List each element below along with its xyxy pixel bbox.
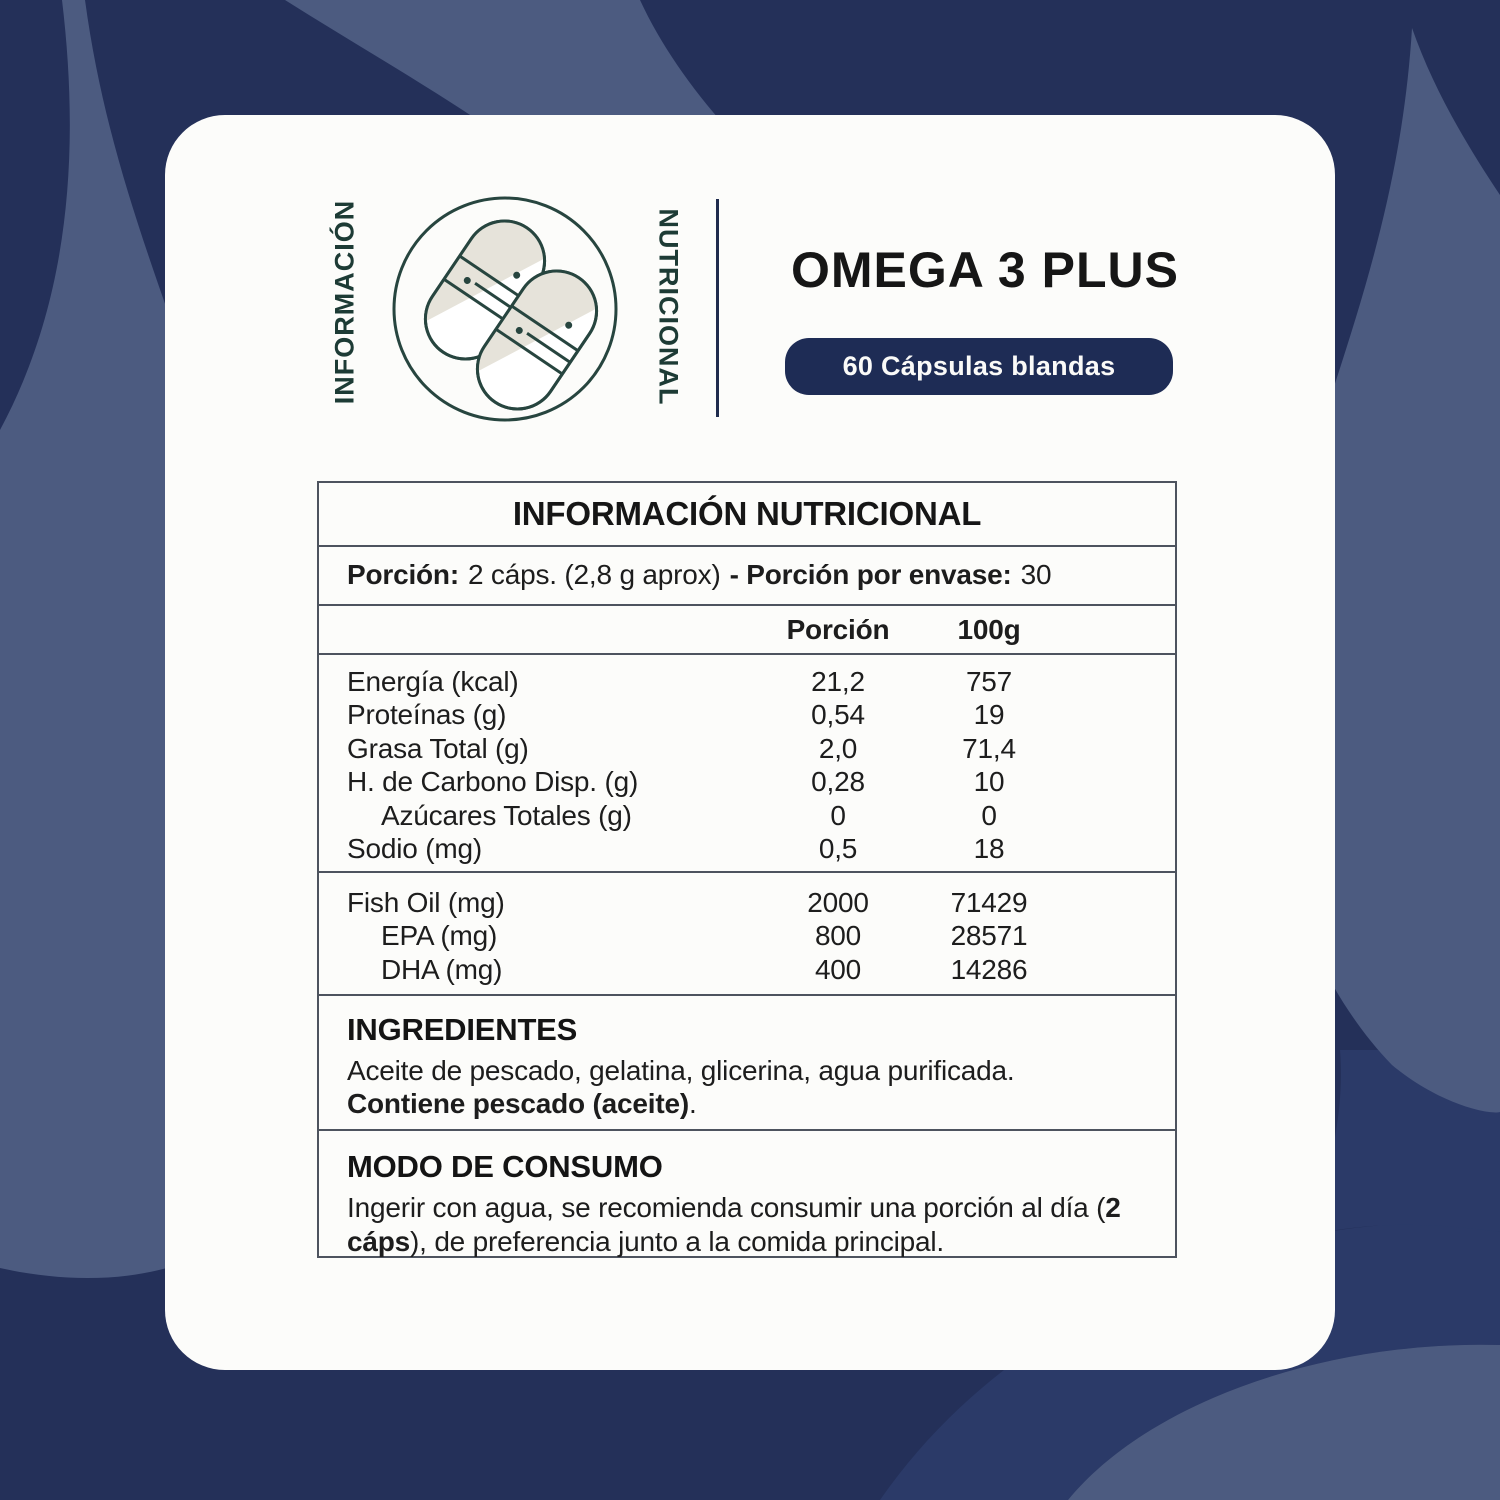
table-row	[319, 886, 1175, 920]
nutrient-label: Fish Oil (mg)	[347, 886, 505, 918]
info-card	[165, 115, 1335, 1370]
per-100g-value: 71429	[950, 886, 1028, 918]
serving-row	[319, 547, 1175, 607]
nutrient-label: Grasa Total (g)	[347, 732, 529, 764]
per-100g-value: 10	[973, 766, 1005, 798]
table-row	[319, 665, 1175, 699]
nutrient-label: EPA (mg)	[381, 920, 498, 952]
portion-value: 2 cáps. (2,8 g aprox)	[467, 559, 721, 591]
portion-value: 0,54	[811, 699, 865, 731]
nutrient-label: Energía (kcal)	[347, 665, 519, 697]
per-100g-value: 757	[965, 665, 1013, 697]
portion-value: 400	[814, 953, 862, 985]
nutrition-table	[317, 481, 1177, 1258]
table-row	[319, 832, 1175, 866]
nutrient-label: H. de Carbono Disp. (g)	[347, 766, 639, 798]
product-title: OMEGA 3 PLUS	[791, 242, 1179, 298]
table-row	[319, 799, 1175, 833]
column-header-row	[319, 606, 1175, 655]
header-divider	[716, 199, 719, 417]
per-100g-value: 0	[981, 799, 997, 831]
nutrient-label: Azúcares Totales (g)	[381, 799, 632, 831]
portion-value: 0	[830, 799, 846, 831]
per-100g-value: 19	[973, 699, 1005, 731]
per-container-label: - Porción por envase:	[729, 559, 1012, 591]
vertical-label-informacion: INFORMACIÓN	[329, 199, 360, 405]
portion-value: 0,28	[811, 766, 865, 798]
table-row	[319, 765, 1175, 799]
portion-value: 21,2	[811, 665, 865, 697]
per-100g-value: 18	[973, 833, 1005, 865]
allergen-text: Contiene pescado (aceite).	[347, 1088, 697, 1120]
column-header-portion: Porción	[786, 613, 890, 645]
nutrient-label: DHA (mg)	[381, 953, 503, 985]
portion-value: 800	[814, 920, 862, 952]
consumption-heading: MODO DE CONSUMO	[347, 1149, 663, 1184]
nutrient-label: Proteínas (g)	[347, 699, 507, 731]
consumption-text: Ingerir con agua, se recomienda consumir una porción al día (2 cáps), de preferencia junto a la comida principal.	[347, 1192, 1121, 1257]
portion-value: 2,0	[818, 732, 858, 764]
ingredients-heading: INGREDIENTES	[347, 1011, 578, 1047]
portion-label: Porción:	[347, 559, 459, 591]
portion-value: 2000	[807, 886, 869, 918]
nutrient-label: Sodio (mg)	[347, 833, 482, 865]
table-row	[319, 698, 1175, 732]
per-container-value: 30	[1020, 559, 1052, 591]
badge-label: 60 Cápsulas blandas	[842, 351, 1116, 381]
table-row	[319, 953, 1175, 987]
ingredients-text: Aceite de pescado, gelatina, glicerina, agua purificada.	[347, 1054, 1015, 1086]
table-row	[319, 919, 1175, 953]
column-header-100g: 100g	[957, 613, 1021, 645]
consumption-section	[319, 1131, 1175, 1256]
nutrient-rows	[319, 655, 1175, 873]
table-row	[319, 732, 1175, 766]
per-100g-value: 14286	[950, 953, 1028, 985]
vertical-label-nutricional: NUTRICIONAL	[653, 208, 684, 406]
table-title: INFORMACIÓN NUTRICIONAL	[319, 483, 1175, 547]
capsule-count-badge	[785, 338, 1173, 395]
ingredients-section	[319, 996, 1175, 1131]
per-100g-value: 28571	[950, 920, 1028, 952]
fish-oil-rows	[319, 873, 1175, 996]
capsules-icon	[391, 195, 619, 423]
per-100g-value: 71,4	[962, 732, 1016, 764]
portion-value: 0,5	[818, 833, 858, 865]
